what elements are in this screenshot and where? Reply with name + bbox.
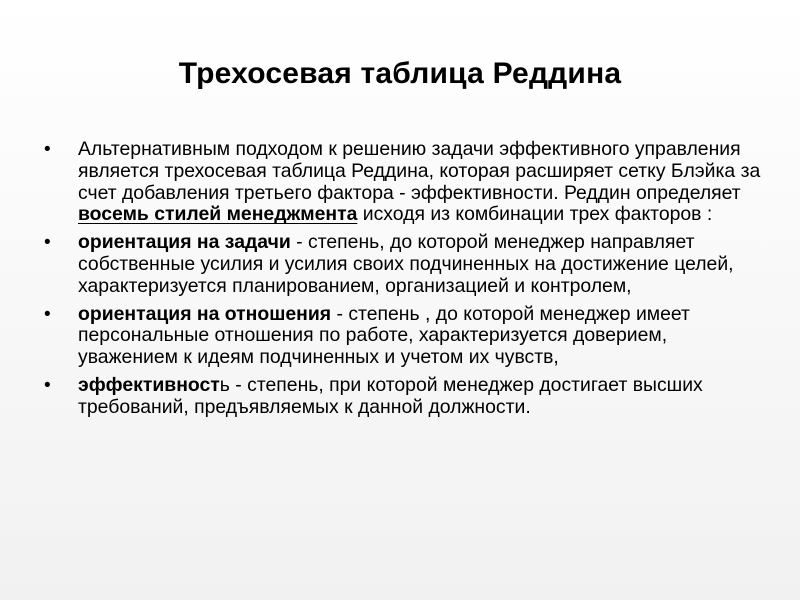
definition-effectiveness: - степень, при которой менеджер достигает высших требований, предъявляемых к данной должности. (78, 373, 703, 418)
bullet-effectiveness (44, 375, 764, 419)
definition-task-orientation: - степень, до которой менеджер направляет собственные усилия и усилия своих подчиненных на достижение целей, характеризуется планированием, организацией и контролем, (78, 231, 734, 297)
term-task-orientation: ориентация на задачи (78, 231, 291, 254)
term-relations-orientation: ориентация на отношения (78, 302, 332, 325)
definition-relations-orientation: - степень , до которой менеджер имеет персональные отношения по работе, характеризуется доверием, уважением к идеям подчиненных и учетом их чувств, (78, 302, 690, 369)
slide-title: Трехосевая таблица Реддина (178, 57, 622, 90)
bullet-relations-orientation (44, 304, 764, 369)
bullet-task-orientation (44, 232, 764, 297)
intro-text-end: исходя из комбинации трех факторов : (357, 203, 713, 226)
bullet-list (44, 139, 764, 425)
term-effectiveness-tail: ь (219, 373, 230, 396)
bullet-intro (44, 139, 764, 226)
intro-emphasis: восемь стилей менеджмента (78, 203, 358, 226)
term-effectiveness: эффективност (78, 373, 220, 396)
intro-text-start: Альтернативным подходом к решению задачи эффективного управления является трехосевая таблица Реддина, которая расширяет сетку Блэйка за счет добавления третьего фактора - эффективности. Реддин определяет (78, 138, 761, 204)
